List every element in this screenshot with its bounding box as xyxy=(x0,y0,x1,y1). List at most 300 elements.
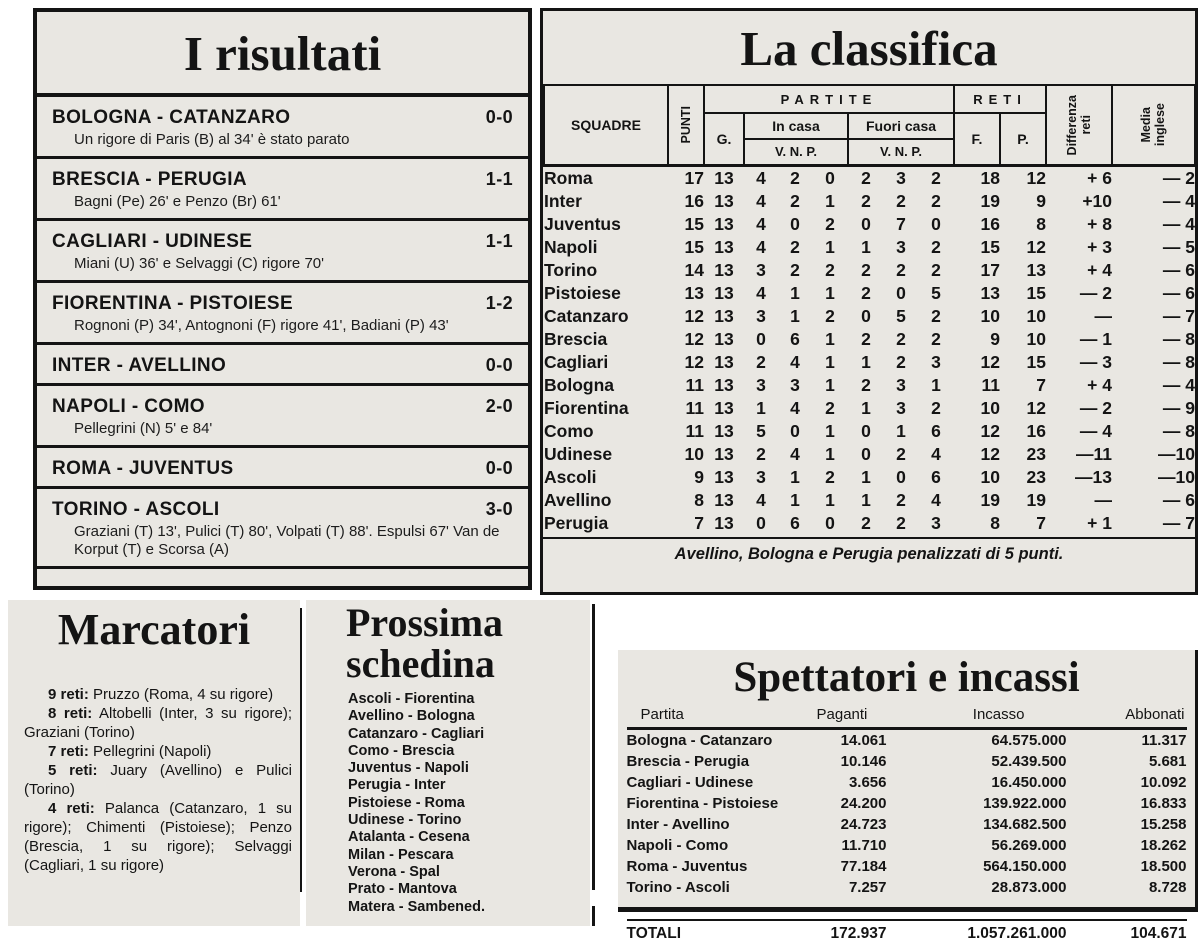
scorer-entry xyxy=(24,799,292,875)
away-losses: 2 xyxy=(931,305,941,326)
attendance-row xyxy=(627,751,1187,772)
english-average: — 6 xyxy=(1162,282,1195,303)
result-teams: FIORENTINA - PISTOIESE xyxy=(52,293,294,314)
home-losses: 1 xyxy=(825,328,835,349)
result-note: Rognoni (P) 34', Antognoni (F) rigore 41', Badiani (P) 43' xyxy=(74,317,449,334)
fixture-item: Pistoiese - Roma xyxy=(348,794,465,811)
standings-title: La classifica xyxy=(740,21,998,76)
attendance-match: Torino - Ascoli xyxy=(626,879,730,896)
standings-row xyxy=(544,165,1195,190)
col-punti: PUNTI xyxy=(668,85,704,165)
goal-difference: —13 xyxy=(1075,466,1112,487)
team-name: Como xyxy=(544,420,594,441)
result-entry xyxy=(37,97,528,159)
scorer-entry xyxy=(24,742,292,761)
standings-row xyxy=(544,466,1195,489)
col-paganti: Paganti xyxy=(816,706,868,723)
attendance-paying: 10.146 xyxy=(840,753,887,770)
away-wins: 1 xyxy=(861,397,871,418)
attendance-rows xyxy=(627,729,1187,899)
standings-row xyxy=(544,328,1195,351)
away-draws: 2 xyxy=(896,489,906,510)
result-teams: BOLOGNA - CATANZARO xyxy=(52,107,291,128)
goals-against: 12 xyxy=(1026,397,1046,418)
away-draws: 5 xyxy=(896,305,906,326)
away-losses: 4 xyxy=(931,489,941,510)
next-fixtures-panel xyxy=(306,600,590,926)
goals-against: 10 xyxy=(1026,328,1046,349)
penalty-footnote: Avellino, Bologna e Perugia penalizzati di 5 punti. xyxy=(543,537,1195,570)
standings-table xyxy=(543,84,1196,535)
attendance-paying: 24.200 xyxy=(840,795,887,812)
goals-against: 23 xyxy=(1026,443,1046,464)
col-in-casa: In casa xyxy=(744,113,848,139)
english-average: — 4 xyxy=(1162,190,1195,211)
games: 13 xyxy=(714,167,734,188)
home-losses: 1 xyxy=(825,374,835,395)
home-wins: 3 xyxy=(756,374,766,395)
games: 13 xyxy=(714,351,734,372)
home-draws: 1 xyxy=(790,466,800,487)
english-average: — 4 xyxy=(1162,213,1195,234)
games: 13 xyxy=(714,443,734,464)
scorer-entry xyxy=(24,761,292,799)
attendance-season-tickets: 18.262 xyxy=(1140,837,1187,854)
english-average: — 8 xyxy=(1162,351,1195,372)
team-name: Fiorentina xyxy=(544,397,629,418)
team-name: Avellino xyxy=(544,489,612,510)
result-teams: BRESCIA - PERUGIA xyxy=(52,169,248,190)
home-losses: 1 xyxy=(825,351,835,372)
results-panel xyxy=(33,8,532,590)
home-draws: 6 xyxy=(790,328,800,349)
attendance-season-tickets: 18.500 xyxy=(1140,858,1187,875)
column-divider-right xyxy=(592,604,595,890)
result-note: Un rigore di Paris (B) al 34' è stato parato xyxy=(74,131,350,148)
english-average: — 5 xyxy=(1162,236,1195,257)
away-losses: 1 xyxy=(931,374,941,395)
result-teams: INTER - AVELLINO xyxy=(52,355,227,376)
home-draws: 4 xyxy=(790,397,800,418)
games: 13 xyxy=(714,259,734,280)
attendance-paying: 3.656 xyxy=(848,774,887,791)
goals-for: 13 xyxy=(980,282,1000,303)
total-season-tickets: 104.671 xyxy=(1130,925,1187,942)
attendance-match: Bologna - Catanzaro xyxy=(626,732,773,749)
away-draws: 0 xyxy=(896,282,906,303)
total-paying: 172.937 xyxy=(830,925,887,942)
away-losses: 5 xyxy=(931,282,941,303)
home-losses: 1 xyxy=(825,443,835,464)
result-entry xyxy=(37,345,528,386)
goals-against: 10 xyxy=(1026,305,1046,326)
goal-difference: + 4 xyxy=(1087,259,1112,280)
attendance-revenue: 56.269.000 xyxy=(991,837,1067,854)
goal-difference: —11 xyxy=(1076,443,1112,464)
goals-for: 12 xyxy=(980,351,1000,372)
col-partita: Partita xyxy=(640,706,684,723)
away-draws: 0 xyxy=(896,466,906,487)
scorer-count: 8 reti: xyxy=(48,705,93,722)
scorer-names: Altobelli (Inter, 3 su rigore); Graziani (Torino) xyxy=(24,705,292,741)
attendance-season-tickets: 16.833 xyxy=(1140,795,1187,812)
result-entry xyxy=(37,489,528,569)
home-losses: 2 xyxy=(825,259,835,280)
home-draws: 2 xyxy=(790,167,800,188)
goals-for: 18 xyxy=(980,167,1000,188)
home-losses: 1 xyxy=(825,282,835,303)
points: 15 xyxy=(684,236,704,257)
result-score: 0-0 xyxy=(485,355,513,375)
games: 13 xyxy=(714,397,734,418)
away-draws: 2 xyxy=(896,190,906,211)
games: 13 xyxy=(714,328,734,349)
attendance-total-row xyxy=(627,920,1187,947)
goals-for: 10 xyxy=(980,397,1000,418)
away-wins: 1 xyxy=(861,466,871,487)
next-fixtures-list xyxy=(306,691,590,916)
attendance-season-tickets: 15.258 xyxy=(1140,816,1187,833)
away-draws: 2 xyxy=(896,328,906,349)
column-divider-right-fragment xyxy=(592,906,595,926)
home-wins: 0 xyxy=(756,328,766,349)
goals-for: 11 xyxy=(981,374,1000,395)
english-average: —10 xyxy=(1158,443,1195,464)
points: 14 xyxy=(684,259,704,280)
points: 11 xyxy=(685,420,704,441)
goals-for: 19 xyxy=(980,489,1000,510)
home-draws: 6 xyxy=(790,512,800,533)
result-note: Graziani (T) 13', Pulici (T) 80', Volpati (T) 88'. Espulsi 67' Van de Korput (T) e Scorsa (A) xyxy=(74,523,500,558)
english-average: — 8 xyxy=(1162,328,1195,349)
goal-difference: +10 xyxy=(1082,190,1112,211)
goals-against: 16 xyxy=(1026,420,1046,441)
away-draws: 2 xyxy=(896,443,906,464)
home-losses: 2 xyxy=(825,213,835,234)
games: 13 xyxy=(714,512,734,533)
away-draws: 1 xyxy=(896,420,906,441)
english-average: — 2 xyxy=(1162,167,1195,188)
points: 12 xyxy=(684,328,704,349)
standings-row xyxy=(544,213,1195,236)
attendance-revenue: 28.873.000 xyxy=(991,879,1067,896)
points: 12 xyxy=(684,305,704,326)
scorer-count: 4 reti: xyxy=(48,800,95,817)
away-draws: 3 xyxy=(896,397,906,418)
result-head xyxy=(52,230,513,253)
goal-difference: + 1 xyxy=(1087,512,1112,533)
result-score: 1-1 xyxy=(485,169,513,189)
result-head xyxy=(52,292,513,315)
result-entry xyxy=(37,386,528,448)
result-teams: ROMA - JUVENTUS xyxy=(52,458,234,479)
goals-against: 15 xyxy=(1026,351,1046,372)
goals-for: 12 xyxy=(980,443,1000,464)
home-draws: 4 xyxy=(790,351,800,372)
home-draws: 2 xyxy=(790,236,800,257)
attendance-panel xyxy=(618,650,1198,942)
home-draws: 2 xyxy=(790,190,800,211)
home-losses: 1 xyxy=(825,190,835,211)
team-name: Roma xyxy=(544,167,593,188)
attendance-row xyxy=(627,877,1187,898)
fixture-item: Ascoli - Fiorentina xyxy=(348,691,475,707)
away-losses: 2 xyxy=(931,328,941,349)
standings-row xyxy=(544,259,1195,282)
attendance-season-tickets: 8.728 xyxy=(1148,879,1187,896)
games: 13 xyxy=(714,213,734,234)
col-vnp-casa: V. N. P. xyxy=(744,139,848,165)
result-score: 1-2 xyxy=(485,293,513,313)
goals-for: 16 xyxy=(980,213,1000,234)
goal-difference: — 2 xyxy=(1079,282,1112,303)
scorer-names: Pellegrini (Napoli) xyxy=(93,743,212,760)
home-draws: 4 xyxy=(790,443,800,464)
result-score: 1-1 xyxy=(485,231,513,251)
goal-difference: — xyxy=(1094,489,1112,510)
home-draws: 0 xyxy=(790,420,800,441)
home-wins: 4 xyxy=(756,213,766,234)
goal-difference: — 3 xyxy=(1079,351,1112,372)
away-losses: 6 xyxy=(931,466,941,487)
total-label: TOTALI xyxy=(626,925,682,942)
goals-for: 17 xyxy=(980,259,1000,280)
attendance-match: Fiorentina - Pistoiese xyxy=(626,795,779,812)
away-wins: 2 xyxy=(861,512,871,533)
english-average: — 6 xyxy=(1162,259,1195,280)
away-wins: 0 xyxy=(861,443,871,464)
standings-row xyxy=(544,397,1195,420)
games: 13 xyxy=(714,466,734,487)
fixture-item: Milan - Pescara xyxy=(348,846,454,863)
fixture-item: Verona - Spal xyxy=(348,863,440,880)
goals-for: 10 xyxy=(980,466,1000,487)
scorers-list xyxy=(8,685,300,875)
goals-for: 12 xyxy=(980,420,1000,441)
col-vnp-fuori: V. N. P. xyxy=(848,139,954,165)
home-wins: 0 xyxy=(756,512,766,533)
result-note: Miani (U) 36' e Selvaggi (C) rigore 70' xyxy=(74,255,324,272)
result-score: 0-0 xyxy=(485,458,513,478)
points: 15 xyxy=(684,213,704,234)
goal-difference: + 8 xyxy=(1087,213,1112,234)
fixture-item: Catanzaro - Cagliari xyxy=(348,725,485,742)
goals-for: 9 xyxy=(990,328,1000,349)
fixture-item: Como - Brescia xyxy=(348,742,455,759)
home-draws: 1 xyxy=(790,489,800,510)
away-losses: 2 xyxy=(931,236,941,257)
team-name: Perugia xyxy=(544,512,609,533)
team-name: Udinese xyxy=(544,443,613,464)
away-losses: 2 xyxy=(931,259,941,280)
attendance-season-tickets: 11.317 xyxy=(1141,732,1187,749)
away-wins: 2 xyxy=(861,190,871,211)
away-draws: 2 xyxy=(896,259,906,280)
result-teams: NAPOLI - COMO xyxy=(52,396,205,417)
games: 13 xyxy=(714,489,734,510)
attendance-row xyxy=(627,814,1187,835)
standings-row xyxy=(544,374,1195,397)
col-reti: RETI xyxy=(954,85,1046,113)
home-draws: 1 xyxy=(790,282,800,303)
goal-difference: — xyxy=(1094,305,1112,326)
attendance-row xyxy=(627,729,1187,752)
standings-row xyxy=(544,282,1195,305)
home-wins: 5 xyxy=(756,420,766,441)
goal-difference: + 4 xyxy=(1087,374,1112,395)
away-wins: 1 xyxy=(861,351,871,372)
next-fixtures-title: Prossima schedina xyxy=(346,600,504,686)
points: 8 xyxy=(694,489,704,510)
attendance-revenue: 64.575.000 xyxy=(991,732,1067,749)
team-name: Juventus xyxy=(544,213,621,234)
col-squadre: SQUADRE xyxy=(544,85,668,165)
team-name: Inter xyxy=(544,190,582,211)
away-losses: 0 xyxy=(931,213,941,234)
english-average: — 9 xyxy=(1162,397,1195,418)
standings-row xyxy=(544,512,1195,535)
col-media-inglese: Media inglese xyxy=(1112,85,1195,165)
attendance-row xyxy=(627,856,1187,877)
points: 17 xyxy=(684,167,704,188)
result-head xyxy=(52,395,513,418)
attendance-paying: 77.184 xyxy=(840,858,887,875)
fixture-item: Udinese - Torino xyxy=(348,812,462,829)
goals-against: 7 xyxy=(1036,512,1046,533)
attendance-season-tickets: 10.092 xyxy=(1140,774,1187,791)
standings-row xyxy=(544,236,1195,259)
home-wins: 3 xyxy=(756,466,766,487)
away-wins: 1 xyxy=(861,236,871,257)
result-head xyxy=(52,457,513,480)
goals-against: 23 xyxy=(1026,466,1046,487)
scorers-title: Marcatori xyxy=(57,605,251,654)
attendance-match: Napoli - Como xyxy=(626,837,729,854)
attendance-paying: 11.710 xyxy=(841,837,887,854)
attendance-match: Brescia - Perugia xyxy=(626,753,750,770)
home-losses: 2 xyxy=(825,397,835,418)
points: 11 xyxy=(685,397,704,418)
result-note: Bagni (Pe) 26' e Penzo (Br) 61' xyxy=(74,193,281,210)
games: 13 xyxy=(714,236,734,257)
standings-row xyxy=(544,443,1195,466)
scorers-panel xyxy=(8,600,300,926)
games: 13 xyxy=(714,420,734,441)
attendance-paying: 7.257 xyxy=(848,879,887,896)
scorer-names: Pruzzo (Roma, 4 su rigore) xyxy=(93,686,274,703)
result-entry xyxy=(37,448,528,489)
home-losses: 0 xyxy=(825,167,835,188)
goals-against: 8 xyxy=(1036,213,1046,234)
team-name: Catanzaro xyxy=(544,305,629,326)
home-losses: 1 xyxy=(825,489,835,510)
result-teams: CAGLIARI - UDINESE xyxy=(52,231,253,252)
goals-against: 19 xyxy=(1026,489,1046,510)
points: 16 xyxy=(684,190,704,211)
total-revenue: 1.057.261.000 xyxy=(967,925,1067,942)
home-wins: 4 xyxy=(756,167,766,188)
col-reti-fatte: F. xyxy=(954,113,1000,165)
col-abbonati: Abbonati xyxy=(1125,706,1185,723)
standings-panel xyxy=(540,8,1198,595)
games: 13 xyxy=(714,190,734,211)
scorer-count: 5 reti: xyxy=(48,762,98,779)
home-losses: 1 xyxy=(825,236,835,257)
away-losses: 6 xyxy=(931,420,941,441)
home-wins: 2 xyxy=(756,351,766,372)
attendance-paying: 14.061 xyxy=(840,732,887,749)
col-giocate: G. xyxy=(704,113,744,165)
home-wins: 4 xyxy=(756,489,766,510)
goals-for: 19 xyxy=(980,190,1000,211)
attendance-row xyxy=(627,772,1187,793)
goals-for: 10 xyxy=(980,305,1000,326)
scorer-names: Juary (Avellino) e Pulici (Torino) xyxy=(24,762,292,798)
away-wins: 2 xyxy=(861,374,871,395)
points: 13 xyxy=(684,282,704,303)
away-wins: 2 xyxy=(861,167,871,188)
english-average: —10 xyxy=(1158,466,1195,487)
english-average: — 7 xyxy=(1162,512,1195,533)
scorer-count: 7 reti: xyxy=(48,743,89,760)
result-entry xyxy=(37,221,528,283)
points: 11 xyxy=(685,374,704,395)
english-average: — 8 xyxy=(1162,420,1195,441)
away-losses: 4 xyxy=(931,443,941,464)
goal-difference: — 2 xyxy=(1079,397,1112,418)
scorer-entry xyxy=(24,685,292,704)
goals-against: 9 xyxy=(1036,190,1046,211)
attendance-revenue: 16.450.000 xyxy=(991,774,1067,791)
results-title: I risultati xyxy=(37,12,528,97)
team-name: Pistoiese xyxy=(544,282,621,303)
result-score: 0-0 xyxy=(485,107,513,127)
away-wins: 1 xyxy=(861,489,871,510)
result-head xyxy=(52,354,513,377)
team-name: Cagliari xyxy=(544,351,609,372)
result-head xyxy=(52,106,513,129)
attendance-row xyxy=(627,835,1187,856)
team-name: Bologna xyxy=(544,374,614,395)
away-draws: 3 xyxy=(896,236,906,257)
home-wins: 3 xyxy=(756,305,766,326)
standings-row xyxy=(544,489,1195,512)
attendance-revenue: 134.682.500 xyxy=(983,816,1067,833)
attendance-row xyxy=(627,793,1187,814)
away-draws: 2 xyxy=(896,351,906,372)
goals-against: 7 xyxy=(1036,374,1046,395)
english-average: — 4 xyxy=(1162,374,1195,395)
fixture-item: Juventus - Napoli xyxy=(348,760,469,777)
result-entry xyxy=(37,283,528,345)
results-list xyxy=(37,97,528,569)
points: 12 xyxy=(684,351,704,372)
games: 13 xyxy=(714,374,734,395)
result-note: Pellegrini (N) 5' e 84' xyxy=(74,420,213,437)
away-draws: 3 xyxy=(896,167,906,188)
attendance-revenue: 564.150.000 xyxy=(983,858,1067,875)
col-reti-subite: P. xyxy=(1000,113,1046,165)
goals-against: 13 xyxy=(1026,259,1046,280)
home-losses: 1 xyxy=(825,420,835,441)
attendance-table xyxy=(627,706,1187,947)
fixture-item: Perugia - Inter xyxy=(348,777,446,794)
home-wins: 4 xyxy=(756,282,766,303)
col-partite: PARTITE xyxy=(704,85,954,113)
away-wins: 0 xyxy=(861,420,871,441)
goal-difference: — 1 xyxy=(1079,328,1112,349)
home-draws: 2 xyxy=(790,259,800,280)
